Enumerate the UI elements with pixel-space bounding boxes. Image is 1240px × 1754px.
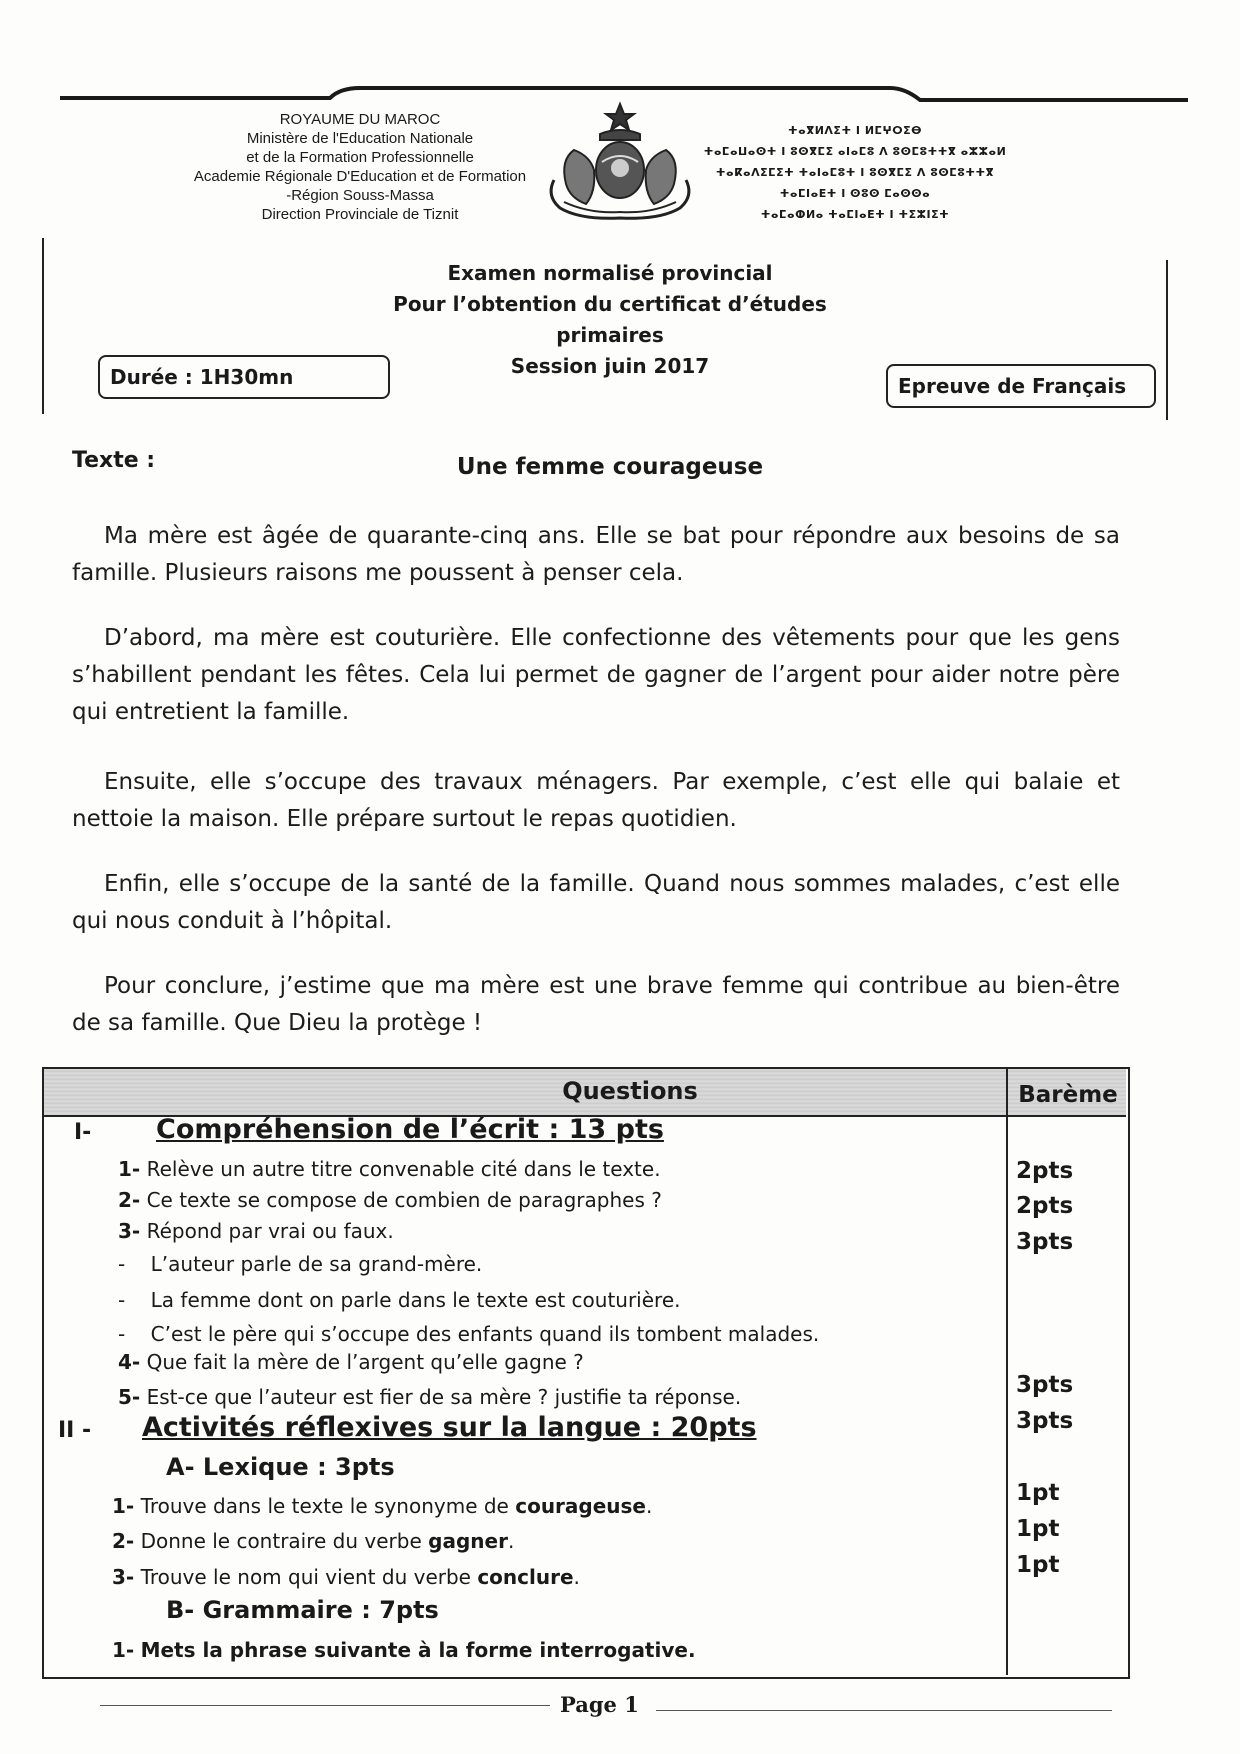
question-item [118,1288,681,1312]
paragraph-text: Pour conclure, j’estime que ma mère est une brave femme qui contribue au bien-être de sa famille. Que Dieu la protège ! [72,973,1120,1036]
question-item [118,1188,662,1212]
question-text: Ce texte se compose de combien de paragraphes ? [146,1188,662,1212]
question-number: 2- [112,1529,135,1553]
question-number: 1- [112,1494,135,1518]
question-text: C’est le père qui s’occupe des enfants quand ils tombent malades. [150,1322,820,1346]
bareme-column-separator [1006,1069,1008,1675]
paragraph-5 [72,968,1120,1042]
question-number: 3- [118,1219,141,1243]
header-left-line: et de la Formation Professionnelle [246,149,474,166]
paragraph-4 [72,866,1120,940]
lexique-title: A- Lexique : 3pts [166,1453,395,1481]
question-number: 3- [112,1565,135,1589]
header-left-block [150,110,570,224]
exam-title-line: primaires [556,323,664,347]
question-item [112,1494,652,1518]
questions-header: Questions [562,1077,698,1105]
section-1-title: Compréhension de l’écrit : 13 pts [156,1114,664,1145]
page-number: Page 1 [560,1692,639,1717]
question-text: Est-ce que l’auteur est fier de sa mère ? justifie ta réponse. [146,1385,742,1409]
points-value: 1pt [1016,1480,1060,1506]
exam-title-line: Examen normalisé provincial [447,261,773,285]
question-number: 1- [112,1638,135,1662]
paragraph-text: Enfin, elle s’occupe de la santé de la famille. Quand nous sommes malades, c’est elle qui nous conduit à l’hôpital. [72,871,1120,934]
points-value: 3pts [1016,1372,1074,1398]
question-text: Trouve le nom qui vient du verbe [140,1565,478,1589]
footer-line-right [656,1710,1112,1711]
points-value: 3pts [1016,1229,1074,1255]
question-end: . [646,1494,653,1518]
header-left-line: ROYAUME DU MAROC [279,111,441,128]
question-text: Relève un autre titre convenable cité dans le texte. [146,1157,661,1181]
question-keyword: gagner [428,1529,508,1553]
paragraph-2 [72,620,1120,731]
question-text: La femme dont on parle dans le texte est couturière. [150,1288,681,1312]
exam-title-line: Pour l’obtention du certificat d’études [393,292,827,316]
question-number: 2- [118,1188,141,1212]
header-left-line: Ministère de l'Education Nationale [246,130,474,147]
question-item [118,1350,584,1374]
header-right-line: ⵜⴰⵎⴰⵀⵍⴰ ⵜⴰⵎⵏⴰⴹⵜ ⵏ ⵜⵉⵣⵏⵉⵜ [760,208,950,221]
header-right-line: ⵜⴰⴳⵍⴷⵉⵜ ⵏ ⵍⵎⵖⵔⵉⴱ [787,124,922,137]
question-number: - [118,1322,126,1346]
bareme-header: Barème [1018,1082,1118,1108]
section-2-numeral: II - [58,1418,92,1443]
paragraph-1 [72,518,1120,592]
question-number: 4- [118,1350,141,1374]
question-text: Mets la phrase suivante à la forme interrogative. [140,1638,696,1662]
question-item [112,1638,696,1662]
question-keyword: courageuse [515,1494,646,1518]
points-value: 3pts [1016,1408,1074,1434]
header-right-line: ⵜⴰⵎⵏⴰⴹⵜ ⵏ ⵙⵓⵙ ⵎⴰⵙⵙⴰ [779,187,931,200]
header-left-line: Academie Régionale D'Education et de Formation [193,168,527,185]
section-1-numeral: I- [74,1120,92,1145]
question-text: L’auteur parle de sa grand-mère. [150,1252,483,1276]
header-left-line: -Région Souss-Massa [286,187,434,204]
question-number: - [118,1252,126,1276]
question-item [112,1565,580,1589]
question-number: - [118,1288,126,1312]
header-right-line: ⵜⴰⴽⴰⴷⵉⵎⵉⵜ ⵜⴰⵏⴰⵎⵓⵜ ⵏ ⵓⵙⴳⵎⵉ ⴷ ⵓⵙⵎⵓⵜⵜⴳ [715,166,995,179]
question-text: Répond par vrai ou faux. [146,1219,394,1243]
question-item [118,1157,661,1181]
question-item [118,1219,394,1243]
footer-line-left [100,1705,550,1706]
left-margin-line [42,238,44,414]
question-text: Trouve dans le texte le synonyme de [140,1494,516,1518]
question-item [118,1385,741,1409]
paragraph-text: D’abord, ma mère est couturière. Elle confectionne des vêtements pour que les gens s’habillent pendant les fêtes. Cela lui permet de gagner de l’argent pour aider notre père qui entretient la famille. [72,625,1120,725]
grammaire-title: B- Grammaire : 7pts [166,1596,439,1624]
points-value: 2pts [1016,1193,1074,1219]
coat-of-arms-emblem-icon [540,100,700,228]
points-value: 1pt [1016,1516,1060,1542]
question-text: Donne le contraire du verbe [140,1529,429,1553]
header-left-line: Direction Provinciale de Tiznit [261,206,459,223]
text-title: Une femme courageuse [456,454,764,480]
exam-title [380,258,840,382]
paragraph-3 [72,764,1120,838]
text-label: Texte : [72,448,156,473]
question-item [118,1322,819,1346]
question-end: . [507,1529,515,1553]
duration-box: Durée : 1H30mn [98,355,390,399]
subject-box: Epreuve de Français [886,364,1156,408]
exam-title-line: Session juin 2017 [510,354,710,378]
question-number: 5- [118,1385,141,1409]
right-margin-line [1166,260,1168,420]
header-right-line: ⵜⴰⵎⴰⵡⴰⵙⵜ ⵏ ⵓⵙⴳⵎⵉ ⴰⵏⴰⵎⵓ ⴷ ⵓⵙⵎⵓⵜⵜⴳ ⴰⵣⵣⴰⵍ [703,145,1007,158]
question-end: . [573,1565,580,1589]
points-value: 2pts [1016,1158,1074,1184]
question-item [118,1252,482,1276]
points-value: 1pt [1016,1552,1060,1578]
section-2-title: Activités réflexives sur la langue : 20pts [142,1412,757,1443]
question-item [112,1529,514,1553]
question-keyword: conclure [477,1565,574,1589]
paragraph-text: Ma mère est âgée de quarante-cinq ans. Elle se bat pour répondre aux besoins de sa famille. Plusieurs raisons me poussent à penser cela. [72,523,1120,586]
paragraph-text: Ensuite, elle s’occupe des travaux ménagers. Par exemple, c’est elle qui balaie et nettoie la maison. Elle prépare surtout le repas quotidien. [72,769,1120,832]
header-right-block [690,120,1020,225]
question-number: 1- [118,1157,141,1181]
question-text: Que fait la mère de l’argent qu’elle gagne ? [146,1350,584,1374]
